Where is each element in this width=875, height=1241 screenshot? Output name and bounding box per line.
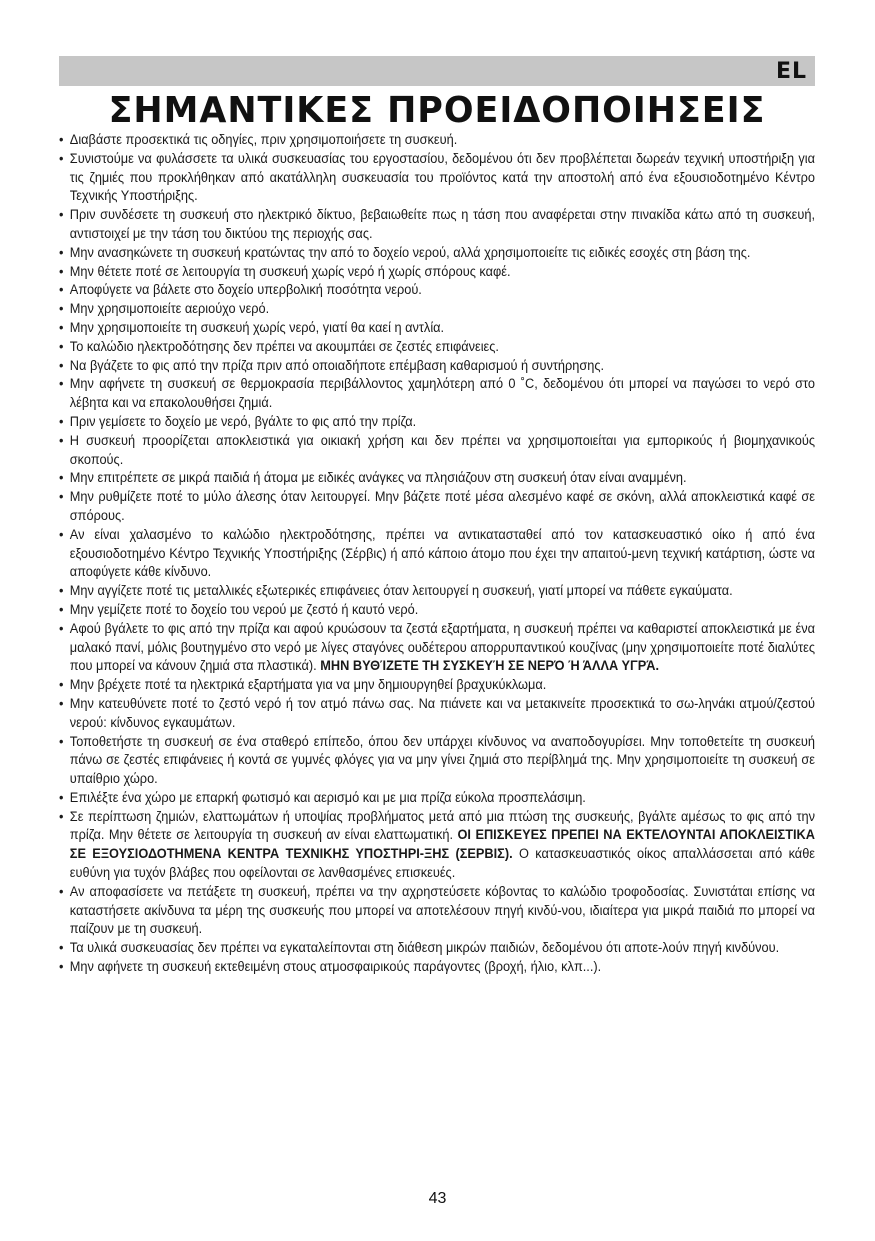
warning-item [59,432,815,470]
warning-text: Πριν γεμίσετε το δοχείο με νερό, βγάλτε το φις από την πρίζα. [69,413,417,430]
warning-item [59,150,815,206]
warning-text-after: Ο κατασκευαστικός οίκος απαλλάσσεται από κάθε ευθύνη για τυχόν βλάβες που οφείλονται σε λανθασμένες επισκευές. [69,846,815,882]
warning-item [59,488,815,526]
warning-item [59,789,815,808]
warning-emphasis: ΟΙ ΕΠΙΣΚΕΥΕΣ ΠΡΕΠΕΙ ΝΑ ΕΚΤΕΛΟΥΝΤΑΙ ΑΠΟΚΛΕΙΣΤΙΚΑ ΣΕ ΕΞΟΥΣΙΟΔΟΤΗΜΕΝΑ ΚΕΝΤΡΑ ΤΕΧΝΙΚΗΣ ΥΠΟΣΤΗΡΙ-ΞΗΣ (ΣΕΡΒΙΣ). [69,827,815,863]
warning-item [59,263,815,282]
warning-text: Τοποθετήστε τη συσκευή σε ένα σταθερό επίπεδο, όπου δεν υπάρχει κίνδυνος να αναποδογυρίσει. Μην τοποθετείτε τη συσκευή πάνω σε ζεστές επιφάνειες ή κοντά σε γυμνές φλόγες για να μην γίνει ζημιά στο περίβλημά της. Μην χρησιμοποιείτε τη συσκευή σε υπαίθριο χώρο. [69,733,816,788]
warning-item [59,131,815,150]
warning-item [59,206,815,244]
language-code: EL [775,59,807,84]
warning-text: Μην κατευθύνετε ποτέ το ζεστό νερό ή τον ατμό πάνω σας. Να πιάνετε και να μετακινείτε προσεκτικά το σω-ληνάκι ατμού/ζεστού νερού: κίνδυνος εγκαυμάτων. [69,695,816,731]
warning-text: Μην βρέχετε ποτέ τα ηλεκτρικά εξαρτήματα για να μην δημιουργηθεί βραχυκύκλωμα. [69,677,547,694]
warning-text: Μην χρησιμοποιείτε τη συσκευή χωρίς νερό, γιατί θα καεί η αντλία. [69,319,445,336]
page-number: 43 [428,1190,447,1207]
warning-text: Μην ανασηκώνετε τη συσκευή κρατώντας την από το δοχείο νερού, αλλά χρησιμοποιείτε τις ειδικές εσοχές στη βάση της. [69,244,751,261]
warning-text: Πριν συνδέσετε τη συσκευή στο ηλεκτρικό δίκτυο, βεβαιωθείτε πως η τάση που αναφέρεται στην πινακίδα κάτω από τη συσκευή, αντιστοιχεί με την τάση του δικτύου της περιοχής σας. [69,207,816,242]
warning-text: Αποφύγετε να βάλετε στο δοχείο υπερβολική ποσότητα νερού. [69,282,422,299]
warning-text: Μην χρησιμοποιείτε αεριούχο νερό. [69,301,270,318]
warning-item [59,601,815,620]
warning-text: Επιλέξτε ένα χώρο με επαρκή φωτισμό και αερισμό και με μια πρίζα εύκολα προσπελάσιμη. [69,789,586,806]
warning-text: Η συσκευή προορίζεται αποκλειστικά για οικιακή χρήση και δεν πρέπει να χρησιμοποιείται για εμπορικούς ή βιομηχανικούς σκοπούς. [69,432,816,468]
warning-text: Μην αφήνετε τη συσκευή σε θερμοκρασία περιβάλλοντος χαμηλότερη από 0 ˚C, δεδομένου ότι μπορεί να παγώσει το νερό στο λέβητα και να επακολουθήσει ζημιά. [69,376,816,412]
warning-text: Μην αφήνετε τη συσκευή εκτεθειμένη στους ατμοσφαιρικούς παράγοντες (βροχή, ήλιο, κλπ...). [69,959,602,976]
warning-item [59,357,815,376]
warning-item [59,676,815,695]
warning-item [59,375,815,413]
warning-text: Τα υλικά συσκευασίας δεν πρέπει να εγκαταλείπονται στη διάθεση μικρών παιδιών, δεδομένου ότι αποτε-λούν πηγή κινδύνου. [69,940,780,957]
warning-item [59,338,815,357]
warning-text: Το καλώδιο ηλεκτροδότησης δεν πρέπει να ακουμπάει σε ζεστές επιφάνειες. [69,338,499,355]
warning-text: Μην αγγίζετε ποτέ τις μεταλλικές εξωτερικές επιφάνειες όταν λειτουργεί η συσκευή, γιατί μπορεί να πάθετε εγκαύματα. [69,583,733,600]
warning-item [59,733,815,789]
warning-text: Συνιστούμε να φυλάσσετε τα υλικά συσκευασίας του εργοστασίου, δεδομένου ότι δεν προβλέπεται δωρεάν τεχνική υποστήριξη για τις ζημιές που προκλήθηκαν από ακατάλληλη συσκευασία του προϊόντος κατά την αποστολή από ένα εξουσιοδοτημένο Κέντρο Τεχνικής Υποστήριξης. [69,150,816,205]
warning-item [59,469,815,488]
warning-item [59,281,815,300]
warning-item [59,958,815,977]
warning-item [59,526,815,582]
warning-text: Να βγάζετε το φις από την πρίζα πριν από οποιαδήποτε επέμβαση καθαρισμού ή συντήρησης. [69,357,605,374]
warning-item [59,300,815,319]
warning-item [59,808,815,883]
warning-item [59,582,815,601]
warning-item [59,883,815,939]
warning-text: Σε περίπτωση ζημιών, ελαττωμάτων ή υποψίας προβλήματος μετά από μια πτώση της συσκευής, βγάλτε αμέσως το φις από την πρίζα. Μην θέτετε σε λειτουργία τη συσκευή αν είναι ελαττωματική. [69,808,816,844]
page-title: ΣΗΜΑΝΤΙΚΕΣ ΠΡΟΕΙΔΟΠΟΙΗΣΕΙΣ [108,90,766,131]
warning-item [59,695,815,733]
warning-text: Μην επιτρέπετε σε μικρά παιδιά ή άτομα με ειδικές ανάγκες να πλησιάζουν στη συσκευή όταν είναι αναμμένη. [69,470,687,487]
warning-emphasis: ΜΗΝ ΒΥΘΊΖΕΤΕ ΤΗ ΣΥΣΚΕΥΉ ΣΕ ΝΕΡΌ Ή ΆΛΛΑ ΥΓΡΆ. [320,658,660,675]
warning-text: Αφού βγάλετε το φις από την πρίζα και αφού κρυώσουν τα ζεστά εξαρτήματα, η συσκευή πρέπει να καθαριστεί αποκλειστικά με ένα μαλακό πανί, μόλις βουτηγμένο στο νερό με λίγες σταγόνες ουδέτερου απορρυπαντικού κουζίνας (μην χρησιμοποιείτε ποτέ διαλύτες που μπορεί να κάνουν ζημιά στα πλαστικά). [69,620,816,675]
warning-item [59,620,815,676]
warning-text: Μην γεμίζετε ποτέ το δοχείο του νερού με ζεστό ή καυτό νερό. [69,601,419,618]
warning-item [59,244,815,263]
warning-item [59,413,815,432]
warning-text: Διαβάστε προσεκτικά τις οδηγίες, πριν χρησιμοποιήσετε τη συσκευή. [69,132,458,148]
warning-text: Μην θέτετε ποτέ σε λειτουργία τη συσκευή χωρίς νερό ή χωρίς σπόρους καφέ. [69,263,511,280]
warning-text: Αν αποφασίσετε να πετάξετε τη συσκευή, πρέπει να την αχρηστεύσετε κόβοντας το καλώδιο τροφοδοσίας. Συνιστάται επίσης να καταστήσετε ακίνδυνα τα μέρη της συσκευής που μπορεί να αποτελέσουν πηγή κινδύ-νου, ιδιαίτερα για μικρά παιδιά πο μπορεί να παίζουν με τη συσκευή. [69,883,816,938]
warning-text: Αν είναι χαλασμένο το καλώδιο ηλεκτροδότησης, πρέπει να αντικατασταθεί από τον κατασκευαστικό οίκο ή από ένα εξουσιοδοτημένο Κέντρο Τεχνικής Υποστήριξης (Σέρβις) ή από κάποιο άτομο που έχει την απαιτού-μενη τεχνική κατάρτιση, ώστε να αποφύγετε κάθε κίνδυνο. [69,526,816,581]
warning-item [59,939,815,958]
warning-item [59,319,815,338]
warning-text: Μην ρυθμίζετε ποτέ το μύλο άλεσης όταν λειτουργεί. Μην βάζετε ποτέ μέσα αλεσμένο καφέ σε σκόνη, αλλά αποκλειστικά καφέ σε σπόρους. [69,489,816,524]
language-bar [59,56,815,86]
warnings-list [59,131,815,977]
